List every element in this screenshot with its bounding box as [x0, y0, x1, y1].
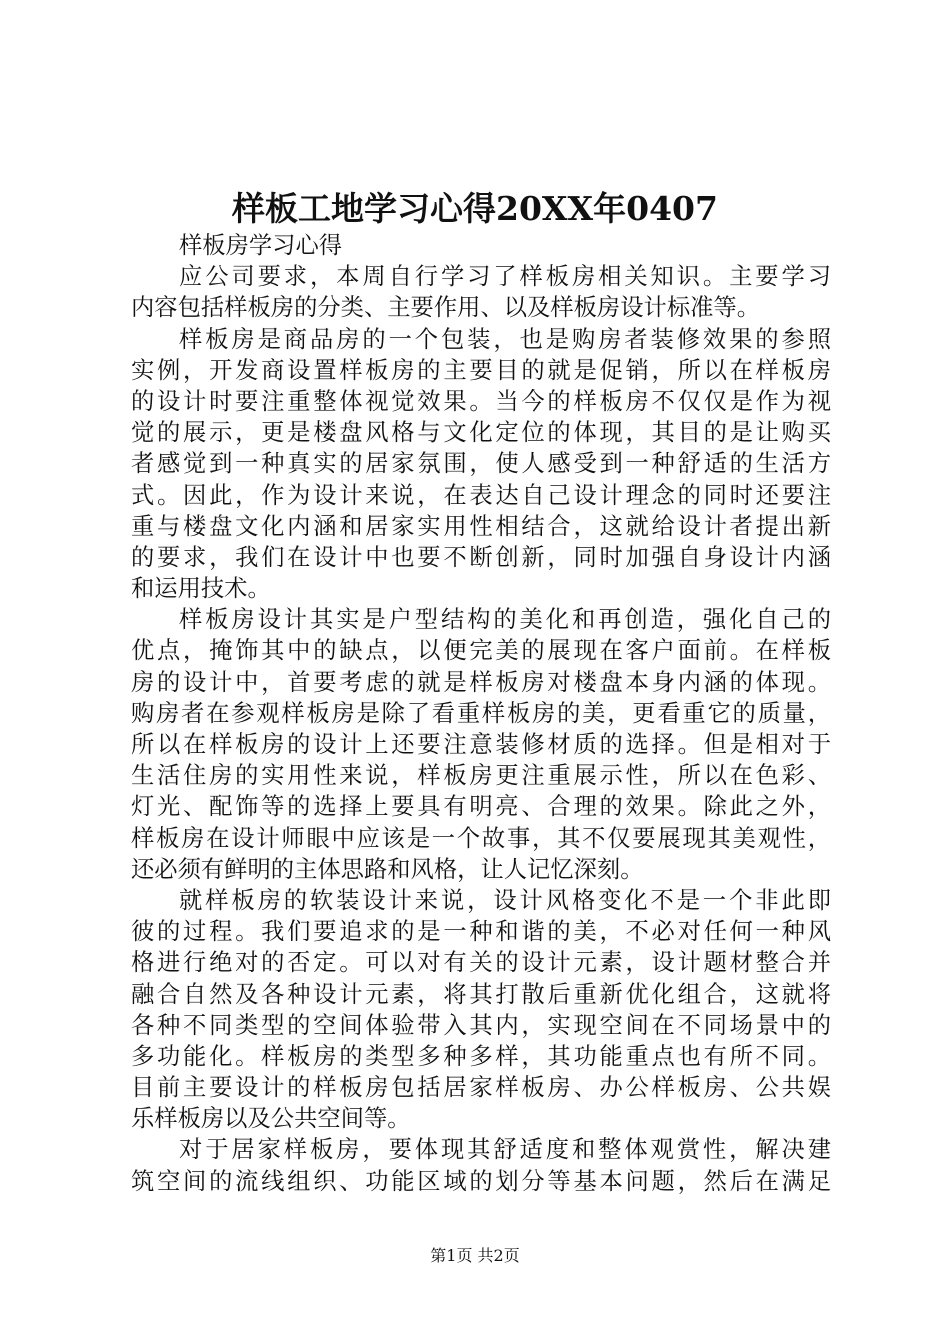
document-body: [131, 230, 831, 1197]
text-line: 多功能化。样板房的类型多种多样，其功能重点也有所不同。: [131, 1042, 831, 1070]
text-line: 所以在样板房的设计上还要注意装修材质的选择。但是相对于: [131, 731, 831, 758]
document-title: 样板工地学习心得20XX年0407: [232, 189, 718, 228]
text-line: 对于居家样板房，要体现其舒适度和整体观赏性，解决建: [179, 1136, 831, 1164]
text-line: 生活住房的实用性来说，样板房更注重展示性，所以在色彩、: [131, 762, 831, 790]
text-line: 格进行绝对的否定。可以对有关的设计元素，设计题材整合并: [131, 949, 831, 977]
text-line: 融合自然及各种设计元素，将其打散后重新优化组合，这就将: [131, 980, 831, 1008]
text-line: 优点，掩饰其中的缺点，以便完美的展现在客户面前。在样板: [131, 637, 831, 665]
page-footer: 第1页 共2页: [430, 1246, 520, 1265]
text-line: 还必须有鲜明的主体思路和风格，让人记忆深刻。: [131, 855, 644, 883]
text-line: 重与楼盘文化内涵和居家实用性相结合，这就给设计者提出新: [131, 512, 831, 540]
text-line: 的设计时要注重整体视觉效果。当今的样板房不仅仅是作为视: [131, 387, 831, 415]
text-line: 房的设计中，首要考虑的就是样板房对楼盘本身内涵的体现。: [131, 668, 831, 696]
text-line: 就样板房的软装设计来说，设计风格变化不是一个非此即: [179, 886, 831, 914]
text-line: 觉的展示，更是楼盘风格与文化定位的体现，其目的是让购买: [131, 419, 831, 447]
text-line: 实例，开发商设置样板房的主要目的就是促销，所以在样板房: [131, 356, 831, 384]
text-line: 购房者在参观样板房是除了看重样板房的美，更看重它的质量，: [131, 699, 831, 727]
text-line: 的要求，我们在设计中也要不断创新，同时加强自身设计内涵: [131, 543, 831, 571]
text-line: 样板房是商品房的一个包装，也是购房者装修效果的参照: [179, 325, 831, 353]
text-line: 内容包括样板房的分类、主要作用、以及样板房设计标准等。: [131, 294, 761, 322]
text-line: 样板房设计其实是户型结构的美化和再创造，强化自己的: [179, 606, 831, 634]
text-line: 目前主要设计的样板房包括居家样板房、办公样板房、公共娱: [131, 1074, 831, 1102]
text-line: 灯光、配饰等的选择上要具有明亮、合理的效果。除此之外，: [131, 793, 831, 821]
text-line: 筑空间的流线组织、功能区域的划分等基本问题，然后在满足: [131, 1167, 831, 1195]
text-line: 各种不同类型的空间体验带入其内，实现空间在不同场景中的: [131, 1011, 831, 1039]
text-line: 彼的过程。我们要追求的是一种和谐的美，不必对任何一种风: [131, 918, 831, 946]
text-line: 应公司要求，本周自行学习了样板房相关知识。主要学习: [179, 263, 831, 291]
text-line: 式。因此，作为设计来说，在表达自己设计理念的同时还要注: [131, 481, 831, 509]
text-line: 样板房在设计师眼中应该是一个故事，其不仅要展现其美观性，: [131, 824, 831, 852]
text-line: 和运用技术。: [131, 575, 271, 603]
text-line: 样板房学习心得: [179, 232, 343, 259]
text-line: 者感觉到一种真实的居家氛围，使人感受到一种舒适的生活方: [131, 450, 831, 478]
text-line: 乐样板房以及公共空间等。: [131, 1105, 411, 1133]
